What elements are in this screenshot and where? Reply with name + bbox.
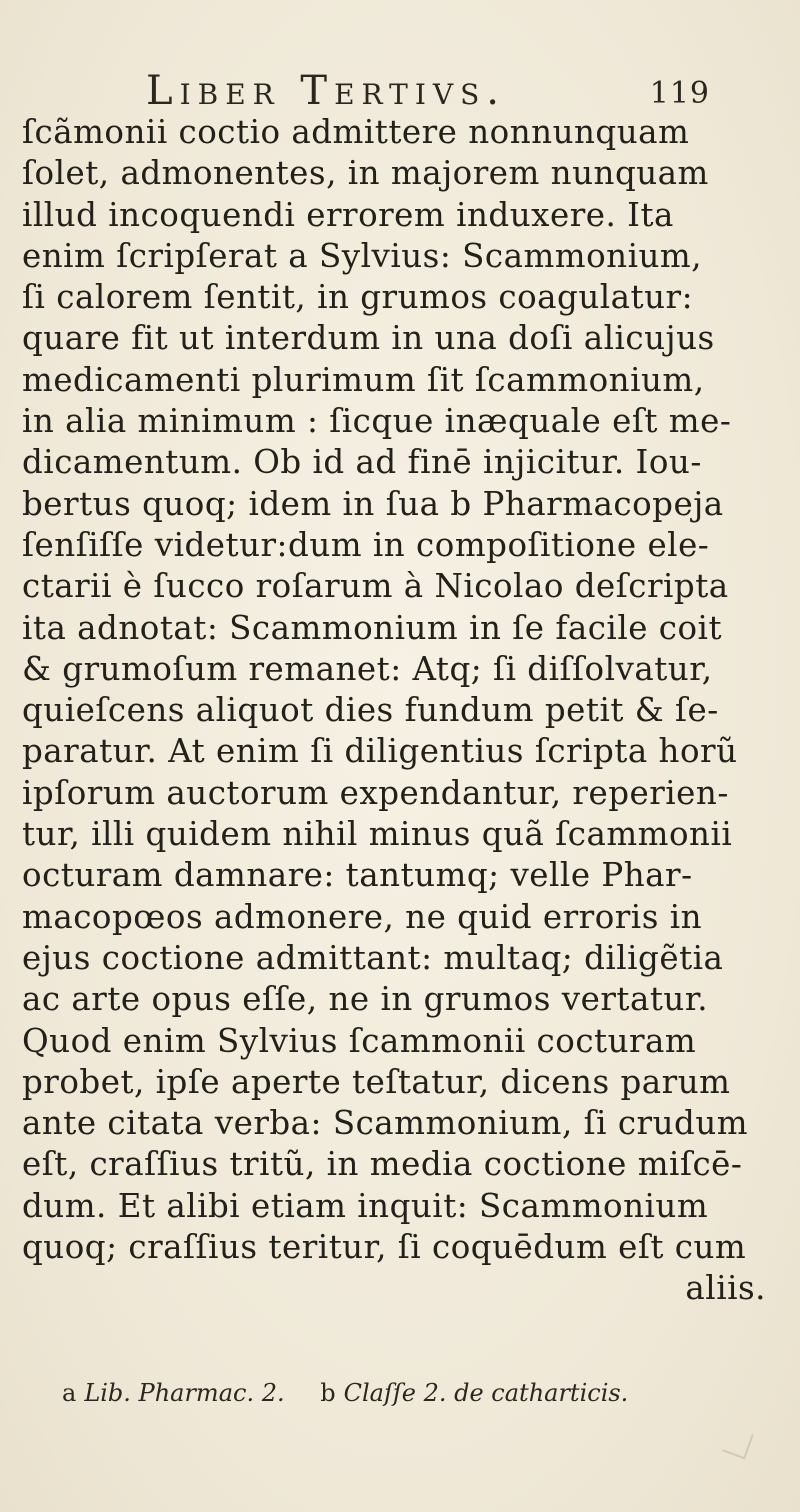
text-line: enim ſcripſerat a Sylvius: Scammonium, xyxy=(22,236,703,275)
text-line: macopœos admonere, ne quid erroris in xyxy=(22,897,703,936)
text-line: ipſorum auctorum expendantur, reperien- xyxy=(22,773,729,812)
text-line: dicamentum. Ob id ad finē injicitur. Iou- xyxy=(22,443,702,482)
footnote-mark: b xyxy=(320,1379,336,1407)
text-line: ita adnotat: Scammonium in ſe facile coit xyxy=(22,608,723,647)
page-number: 119 xyxy=(649,76,710,111)
text-line: medicamenti plurimum ſit ſcammonium, xyxy=(22,360,705,399)
text-line: probet, ipſe aperte teſtatur, dicens parum xyxy=(22,1062,731,1101)
text-line: ctarii è ſucco roſarum à Nicolao deſcripta xyxy=(22,567,729,606)
body-text xyxy=(22,112,800,1310)
text-line: ſenſiſſe videtur:dum in compoſitione ele- xyxy=(22,525,710,564)
text-line: quieſcens aliquot dies fundum petit & ſe- xyxy=(22,691,719,730)
footnote-text: Lib. Pharmac. 2. xyxy=(84,1379,285,1407)
catchword-line: aliis. xyxy=(685,1269,766,1308)
paper-mark xyxy=(722,1427,753,1460)
text-line: eſt, craſſius tritũ, in media coctione miſcē- xyxy=(22,1145,743,1184)
running-title: Liber Tertivs. xyxy=(146,68,506,114)
footnote-text: Claſſe 2. de catharticis. xyxy=(343,1379,629,1407)
page-header xyxy=(140,68,740,118)
text-line: ſcãmonii coctio admittere nonnunquam xyxy=(22,113,690,151)
text-line: ſolet, admonentes, in majorem nunquam xyxy=(22,154,709,193)
footnote-mark: a xyxy=(62,1379,77,1407)
text-line: tur, illi quidem nihil minus quã ſcammonii xyxy=(22,815,733,854)
text-line: ac arte opus eſſe, ne in grumos vertatur. xyxy=(22,980,709,1019)
text-line: quoq; craſſius teritur, ſi coquēdum eſt cum xyxy=(22,1228,747,1267)
footnotes xyxy=(62,1376,762,1410)
text-line: ejus coctione admittant: multaq; diligẽtia xyxy=(22,938,724,977)
text-line: paratur. At enim ſi diligentius ſcripta horũ xyxy=(22,732,738,771)
footnote-b xyxy=(320,1379,656,1407)
text-line: ante citata verba: Scammonium, ſi crudum xyxy=(22,1104,749,1143)
text-line: quare fit ut interdum in una doſi alicujus xyxy=(22,319,715,358)
text-line: illud incoquendi errorem induxere. Ita xyxy=(22,195,674,234)
text-line: bertus quoq; idem in ſua b Pharmacopeja xyxy=(22,484,724,523)
text-line: Quod enim Sylvius ſcammonii cocturam xyxy=(22,1021,697,1060)
text-line: ſi calorem ſentit, in grumos coagulatur: xyxy=(22,278,694,317)
text-line: octuram damnare: tantumq; velle Phar- xyxy=(22,856,693,895)
footnote-a xyxy=(62,1379,320,1407)
text-line: & grumoſum remanet: Atq; ſi diſſolvatur, xyxy=(22,649,713,688)
text-line: in alia minimum : ſicque inæquale eſt me- xyxy=(22,402,732,441)
text-line: dum. Et alibi etiam inquit: Scammonium xyxy=(22,1186,709,1225)
